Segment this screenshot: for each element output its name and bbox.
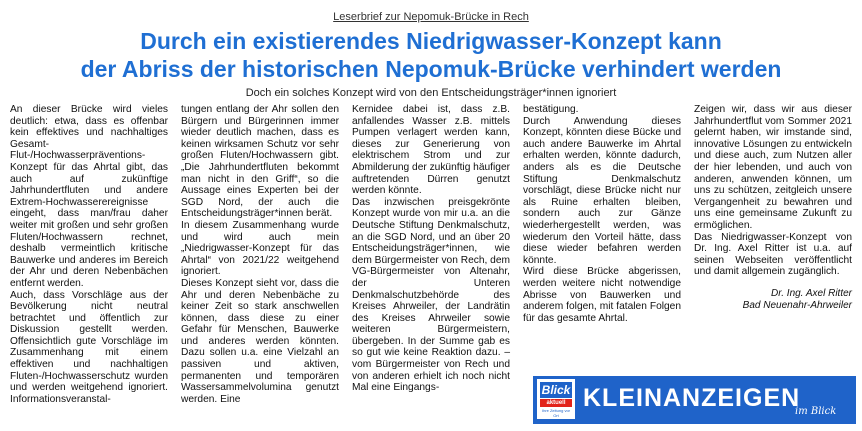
text-column-4 [523,104,681,324]
blick-logo [537,379,575,419]
paragraph: Auch, dass Vorschläge aus der Bevölkerung nicht neutral betrachtet und öffentlich zur Diskussion gestellt werden. Offensichtlich gute Vorschläge im Zusammenhang mit einem effektiven und nachhaltigen Fluten-/Hochwasserschutz wurden und werden weitgehend ignoriert. Informationsveranstal- [10,289,168,405]
text-column-1 [10,104,168,405]
paragraph: Das inzwischen preisgekrönte Konzept wurde von mir u.a. an die Deutsche Stiftung Denkmalschutz, an die SGD Nord, und an über 20 Entscheidungsträger*innen, wie dem Bürgermeister von Rech, dem VG-Bürgermeister von Altenahr, der Unteren Denkmalschutzbehörde des Kreises Ahrweiler, der Landrätin des Kreises Ahrweiler sowie weiteren Bürgermeistern, übergeben. In der Summe gab es so gut wie keine Reaktion dazu. – vom Bürgermeister von Rech und von anderen erhielt ich noch nicht Mal eine Eingangs- [352,196,510,394]
blick-logo-wordmark: Blick [541,383,571,397]
classifieds-ad-banner[interactable] [533,376,856,424]
text-column-5 [694,104,852,312]
paragraph: In diesem Zusammenhang wurde und wird auch mein „Niedrigwasser-Konzept für das Ahrtal“ von 2021/22 weitgehend ignoriert. [181,219,339,278]
paragraph: An dieser Brücke wird vieles deutlich: etwa, dass es offenbar kein effektives und nachhaltiges Gesamt-Flut-/Hochwasserpräventions-Konzept für das Ahrtal gibt, das auch auf zukünftige Jahrhundertfluten und andere Extrem-Hochwasserereignisse eingeht, dass man/frau daher weiter mit großen und sehr großen Fluten/Hochwassern rechnet, deshalb vermeintlich kritische Bauwerke und anderes im Bereich der Ahr und deren Nebenbächen entfernt werden. [10,104,168,289]
ad-script-tagline: im Blick [795,406,837,417]
paragraph: Wird diese Brücke abgerissen, werden weitere nicht notwendige Abrisse von Bauwerken und anderem folgen, mit fatalen Folgen für das gesamte Ahrtal. [523,266,681,324]
blick-logo-tagline: Ihre Zeitung vor Ort [541,408,570,418]
signature [694,288,852,312]
headline-line-1: Durch ein existierendes Niedrigwasser-Konzept kann [140,28,722,54]
paragraph: Kernidee dabei ist, dass z.B. anfallendes Wasser z.B. mittels Pumpen verlagert werden kann, dieses zur Generierung von elektrischem Strom und zur Abmilderung der zukünftig häufiger auftretenden Dürren genutzt werden könnte. [352,104,511,197]
paragraph: Das Niedrigwasser-Konzept von Dr. Ing. Axel Ritter ist u.a. auf seinen Webseiten veröffentlicht und damit allgemein zugänglich. [694,231,852,278]
signature-place: Bad Neuenahr-Ahrweiler [742,299,852,311]
headline-line-2: der Abriss der historischen Nepomuk-Brücke verhindert werden [80,56,782,82]
signature-name: Dr. Ing. Axel Ritter [771,287,852,299]
headline [0,27,862,83]
paragraph: Zeigen wir, dass wir aus dieser Jahrhundertflut vom Sommer 2021 gelernt haben, wir imstande sind, innovative Lösungen zu entwickeln und diese auch, zum Nutzen aller der hier lebenden, und auch von anderen, anwenden können, um uns zu schützen, zeitgleich unsere Vergangenheit zu bewahren und uns eine gemeinsame Zukunft zu ermöglichen. [694,104,852,231]
ad-title: KLEINANZEIGEN [583,384,801,412]
text-column-2 [181,104,339,405]
blick-logo-subtitle: aktuell [540,399,572,407]
text-column-3 [352,104,510,394]
article-kicker: Leserbrief zur Nepomuk-Brücke in Rech [333,11,529,23]
paragraph: Durch Anwendung dieses Konzept, könnten diese Bücke und auch andere Bauwerke im Ahrtal erhalten werden, könnte dadurch, anders als es die Deutsche Stiftung Denkmalschutz vorschlägt, diese Brücke nicht nur als Ruine erhalten bleiben, sondern auch zur Gänze wiederhergestellt werden, was wiederum den Vorteil hätte, dass diese wieder befahren werden könnte. [523,115,681,266]
paragraph: Dieses Konzept sieht vor, dass die Ahr und deren Nebenbäche zu keiner Zeit so stark anschwellen können, dass diese zu einer Gefahr für Menschen, Bauwerke und anderes werden könnten. Dazu sollen u.a. eine Vielzahl an passiven und aktiven, permanenten und temporären Wassersammelvolumina genutzt werden. Eine [181,277,339,405]
subtitle: Doch ein solches Konzept wird von den Entscheidungsträger*innen ignoriert [245,87,617,99]
paragraph: tungen entlang der Ahr sollen den Bürgern und Bürgerinnen immer wieder deutlich machen, dass es keinen wirksamen Schutz vor sehr großen Fluten/Hochwassern gibt. „Die Jahrhundertfluten bekommt man nicht in den Griff“, so die Aussage eines Experten bei der SGD Nord, der auch die Entscheidungsträger*innen berät. [181,104,339,220]
paragraph: bestätigung. [523,104,579,115]
